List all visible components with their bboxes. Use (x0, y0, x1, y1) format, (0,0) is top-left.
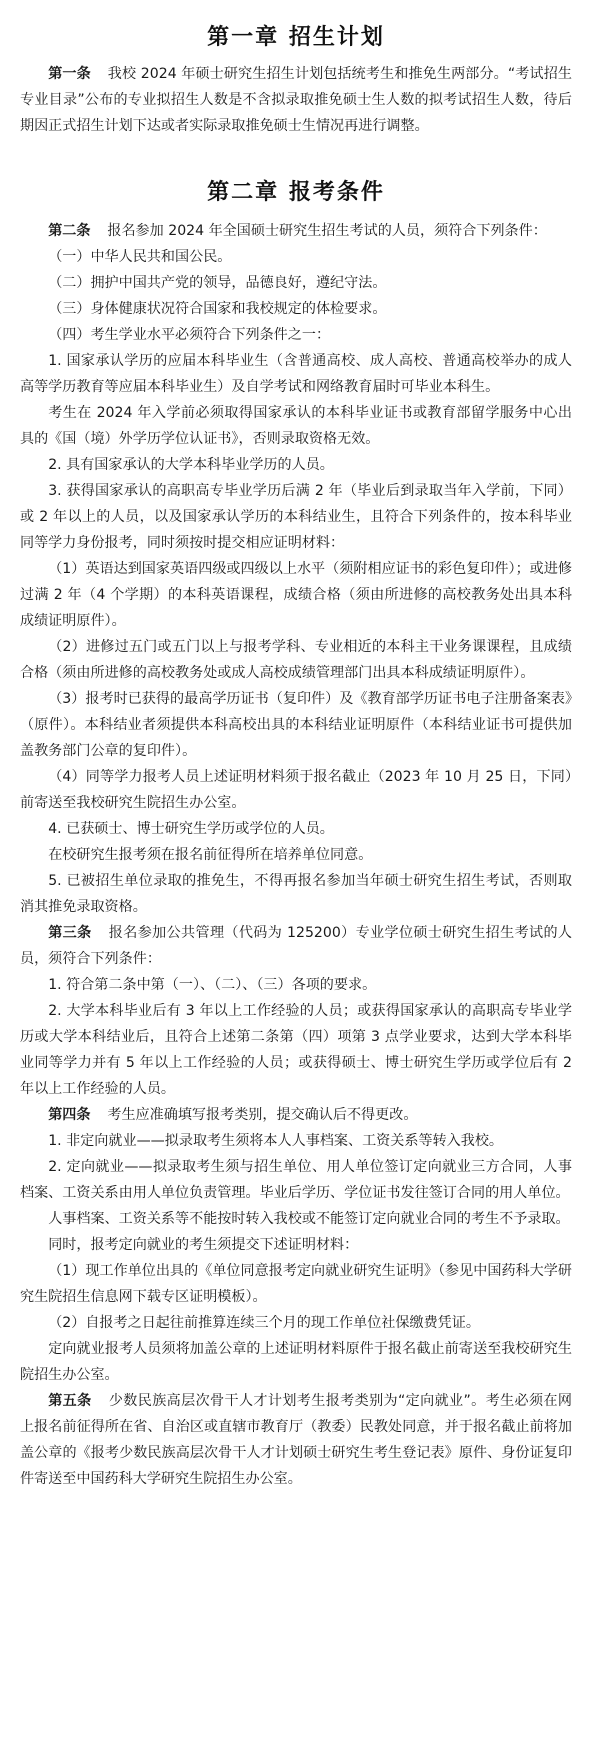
chapter-1-title: 第一章 招生计划 (207, 24, 385, 50)
clause-paragraph (20, 816, 572, 842)
paragraph-text: 报名参加公共管理（代码为 125200）专业学位硕士研究生招生考试的人员，须符合下列条件： (20, 925, 573, 967)
clause-paragraph (20, 348, 572, 400)
clause-paragraph (20, 452, 572, 478)
paragraph-text: 报名参加 2024 年全国硕士研究生招生考试的人员，须符合下列条件： (107, 223, 547, 239)
paragraph-text: （一）中华人民共和国公民。 (48, 249, 232, 265)
clause-paragraph (20, 478, 572, 556)
article-paragraph (20, 1102, 572, 1128)
clause-paragraph (20, 1232, 572, 1258)
article-label: 第四条 (48, 1107, 91, 1123)
article-label: 第三条 (48, 925, 92, 941)
clause-paragraph (20, 322, 572, 348)
clause-paragraph (20, 244, 572, 270)
paragraph-text: 人事档案、工资关系等不能按时转入我校或不能签订定向就业合同的考生不予录取。 (48, 1211, 570, 1227)
article-label: 第五条 (48, 1393, 92, 1409)
clause-paragraph (20, 842, 572, 868)
clause-paragraph (20, 1258, 572, 1310)
clause-paragraph (20, 634, 572, 686)
paragraph-text: 少数民族高层次骨干人才计划考生报考类别为“定向就业”。考生必须在网上报名前征得所在省、自治区或直辖市教育厅（教委）民教处同意，并于报名截止前将加盖公章的《报考少数民族高层次骨干人才计划硕士研究生考生登记表》原件、身份证复印件寄送至中国药科大学研究生院招生办公室。 (20, 1393, 572, 1487)
paragraph-text: 2. 大学本科毕业后有 3 年以上工作经验的人员；或获得国家承认的高职高专毕业学历或大学本科结业后，且符合上述第二条第（四）项第 3 点学业要求，达到大学本科毕业同等学力并有 5 年以上工作经验的人员；或获得硕士、博士研究生学历或学位后有 2 年以上工作经验的人员。 (20, 1003, 572, 1097)
clause-paragraph (20, 1128, 572, 1154)
paragraph-text: 1. 非定向就业——拟录取考生须将本人人事档案、工资关系等转入我校。 (48, 1133, 504, 1149)
paragraph-text: （三）身体健康状况符合国家和我校规定的体检要求。 (48, 301, 387, 317)
clause-paragraph (20, 1310, 572, 1336)
article-text: 我校 2024 年硕士研究生招生计划包括统考生和推免生两部分。“考试招生专业目录”公布的专业拟招生人数是不含拟录取推免硕士生人数的拟考试招生人数，待后期因正式招生计划下达或者实际录取推免硕士生情况再进行调整。 (20, 66, 572, 134)
clause-paragraph (20, 1154, 572, 1206)
paragraph-text: 在校研究生报考须在报名前征得所在培养单位同意。 (48, 847, 373, 863)
chapter-2-title: 第二章 报考条件 (207, 179, 385, 205)
article-paragraph (20, 1388, 572, 1492)
paragraph-text: （3）报考时已获得的最高学历证书（复印件）及《教育部学历证书电子注册备案表》（原件）。本科结业者须提供本科高校出具的本科结业证明原件（本科结业证书可提供加盖教务部门公章的复印件）。 (20, 691, 572, 759)
paragraph-text: （2）进修过五门或五门以上与报考学科、专业相近的本科主干业务课课程，且成绩合格（须由所进修的高校教务处或成人高校成绩管理部门出具本科成绩证明原件）。 (20, 639, 572, 681)
article-paragraph (20, 920, 572, 972)
paragraph-text: （2）自报考之日起往前推算连续三个月的现工作单位社保缴费凭证。 (48, 1315, 480, 1331)
paragraph-text: 同时，报考定向就业的考生须提交下述证明材料： (48, 1237, 359, 1253)
paragraph-text: 4. 已获硕士、博士研究生学历或学位的人员。 (48, 821, 334, 837)
clause-paragraph (20, 868, 572, 920)
clause-paragraph (20, 556, 572, 634)
clause-paragraph (20, 1336, 572, 1388)
article-label: 第一条 (48, 66, 91, 82)
clause-paragraph (20, 686, 572, 764)
clause-paragraph (20, 998, 572, 1102)
paragraph-text: 2. 定向就业——拟录取考生须与招生单位、用人单位签订定向就业三方合同，人事档案、工资关系由用人单位负责管理。毕业后学历、学位证书发往签订合同的用人单位。 (20, 1159, 572, 1201)
clause-paragraph (20, 270, 572, 296)
paragraph-text: 定向就业报考人员须将加盖公章的上述证明材料原件于报名截止前寄送至我校研究生院招生办公室。 (20, 1341, 572, 1383)
paragraph-text: （1）英语达到国家英语四级或四级以上水平（须附相应证书的彩色复印件）；或进修过满 2 年（4 个学期）的本科英语课程，成绩合格（须由所进修的高校教务处出具本科成绩证明原件）。 (20, 561, 572, 629)
paragraph-text: （二）拥护中国共产党的领导，品德良好，遵纪守法。 (48, 275, 387, 291)
article-paragraph (20, 218, 572, 244)
article-label: 第二条 (48, 223, 91, 239)
paragraph-text: 3. 获得国家承认的高职高专毕业学历后满 2 年（毕业后到录取当年入学前，下同）或 2 年以上的人员，以及国家承认学历的本科结业生，且符合下列条件的，按本科毕业同等学力身份报考，同时须按时提交相应证明材料： (20, 483, 572, 551)
paragraph-text: 1. 符合第二条中第（一）、（二）、（三）各项的要求。 (48, 977, 377, 993)
paragraph-text: （4）同等学力报考人员上述证明材料须于报名截止（2023 年 10 月 25 日，下同）前寄送至我校研究生院招生办公室。 (20, 769, 572, 811)
clause-paragraph (20, 1206, 572, 1232)
chapter-2-body (20, 218, 572, 1492)
paragraph-text: （1）现工作单位出具的《单位同意报考定向就业研究生证明》（参见中国药科大学研究生院招生信息网下载专区证明模板）。 (20, 1263, 572, 1305)
paragraph-text: 考生应准确填写报考类别，提交确认后不得更改。 (107, 1107, 418, 1123)
clause-paragraph (20, 764, 572, 816)
clause-paragraph (20, 296, 572, 322)
paragraph-text: 考生在 2024 年入学前必须取得国家承认的本科毕业证书或教育部留学服务中心出具的《国（境）外学历学位认证书》，否则录取资格无效。 (20, 405, 572, 447)
paragraph-text: 2. 具有国家承认的大学本科毕业学历的人员。 (48, 457, 334, 473)
paragraph-text: 1. 国家承认学历的应届本科毕业生（含普通高校、成人高校、普通高校举办的成人高等学历教育等应届本科毕业生）及自学考试和网络教育届时可毕业本科生。 (20, 353, 572, 395)
clause-paragraph (20, 972, 572, 998)
paragraph-text: （四）考生学业水平必须符合下列条件之一： (48, 327, 331, 343)
clause-paragraph (20, 400, 572, 452)
article-1 (20, 61, 572, 139)
paragraph-text: 5. 已被招生单位录取的推免生，不得再报名参加当年硕士研究生招生考试，否则取消其推免录取资格。 (20, 873, 572, 915)
